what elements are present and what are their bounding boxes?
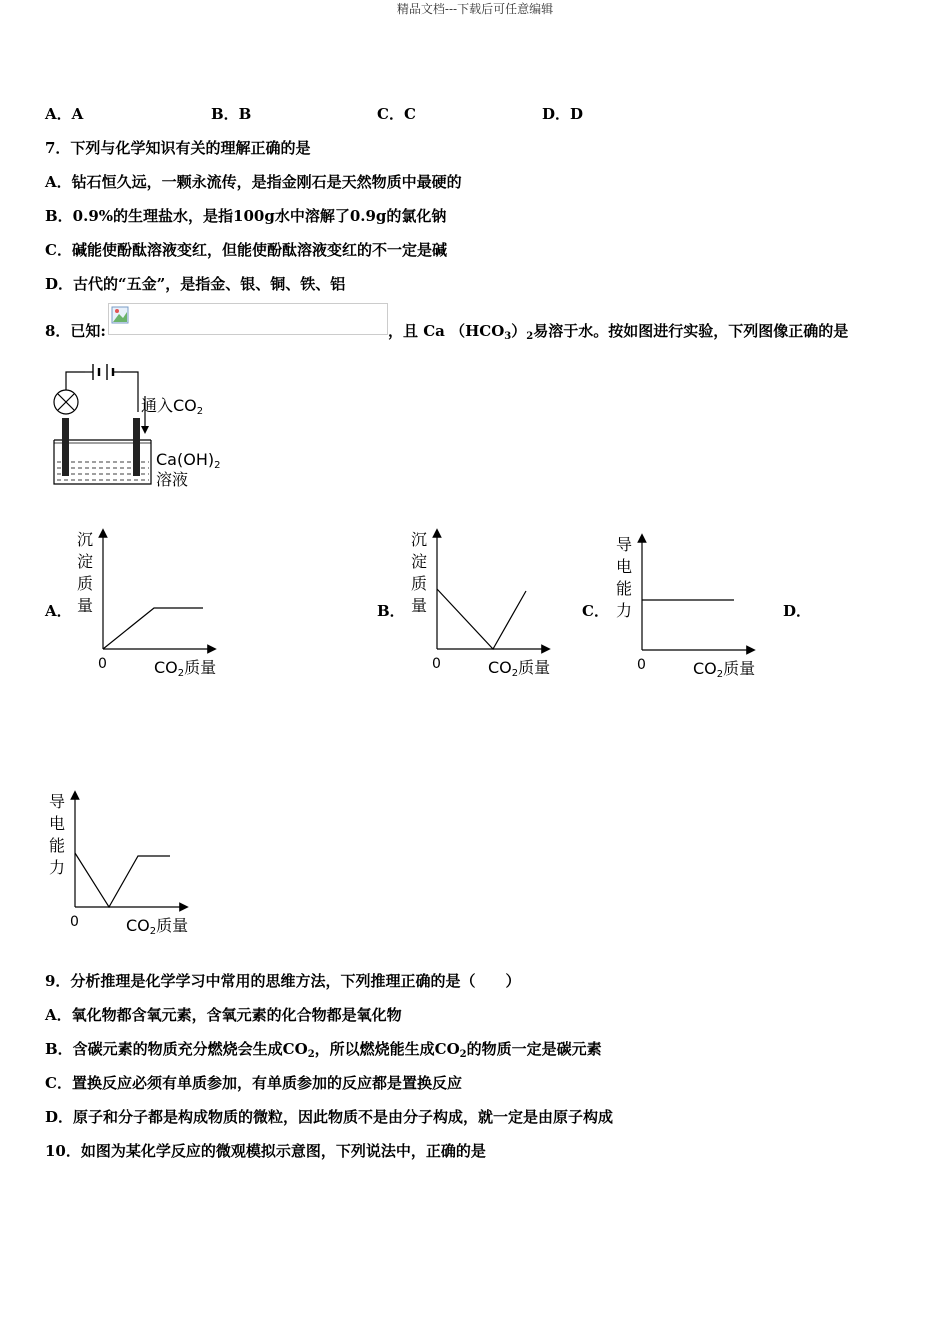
- q7-option-d: D．古代的“五金”，是指金、银、铜、铁、铝: [45, 275, 346, 293]
- x-label-sub: 2: [511, 668, 519, 679]
- gas-label-sub: 2: [196, 406, 204, 417]
- q8-missing-equation-image: [108, 303, 388, 335]
- q9-option-a: A．氧化物都含氧元素，含氧元素的化合物都是氧化物: [45, 1006, 402, 1024]
- q6-option-a: A．A: [45, 105, 84, 123]
- x-label-a: CO: [126, 916, 150, 935]
- q9-option-d: D．原子和分子都是构成物质的微粒，因此物质不是由分子构成，就一定是由原子构成: [45, 1108, 614, 1126]
- q6-option-d: D．D: [542, 105, 584, 123]
- q9-b-text-c: 的物质一定是碳元素: [466, 1040, 602, 1058]
- page-header: 精品文档---下载后可任意编辑: [396, 2, 554, 16]
- solution-label-2: 溶液: [156, 470, 189, 489]
- y-label-3: 质: [411, 574, 428, 593]
- y-label-2: 淀: [77, 552, 94, 571]
- origin-label: 0: [432, 656, 441, 672]
- y-label-1: 导: [616, 535, 633, 554]
- x-label-a: CO: [693, 659, 717, 678]
- q8-suffix-text-c: 易溶于水。按如图进行实验，下列图像正确的是: [533, 322, 849, 340]
- y-label-1: 沉: [77, 530, 94, 549]
- x-label-sub: 2: [177, 668, 185, 679]
- x-label-b: 质量: [723, 659, 756, 678]
- x-label-b: 质量: [156, 916, 189, 935]
- q8-chart-d: [40, 787, 205, 947]
- x-label-a: CO: [488, 658, 512, 677]
- q7-option-a: A．钻石恒久远，一颗永流传，是指金刚石是天然物质中最硬的: [45, 173, 462, 191]
- q8-suffix-text-a: ，且 Ca （HCO: [388, 322, 505, 340]
- curve-line: [437, 589, 526, 649]
- q6-option-b: B．B: [211, 105, 252, 123]
- q7-stem: 7．下列与化学知识有关的理解正确的是: [45, 139, 311, 157]
- q6-option-c: C．C: [377, 105, 416, 123]
- q9-b-text-b: ，所以燃烧能生成CO: [314, 1040, 460, 1058]
- q8-stem-prefix: 8．已知:: [45, 322, 106, 340]
- q8-option-b-label: B．: [377, 602, 405, 620]
- q9-b-sub-2: 2: [459, 1049, 467, 1060]
- q8-chart-b: [402, 525, 567, 685]
- svg-text:CO2质量: [154, 658, 216, 679]
- y-label-3: 能: [49, 836, 66, 855]
- svg-text:CO2质量: [693, 659, 755, 680]
- y-label-1: 沉: [411, 530, 428, 549]
- q9-b-text-a: B．含碳元素的物质充分燃烧会生成CO: [45, 1040, 308, 1058]
- q8-suffix-sub-1: 3: [504, 331, 512, 342]
- broken-image-icon: [111, 306, 129, 324]
- q8-option-d-label: D．: [783, 602, 812, 620]
- q9-option-b: [45, 1038, 602, 1060]
- q8-stem-suffix: [388, 320, 848, 342]
- x-label-a: CO: [154, 658, 178, 677]
- q8-suffix-text-b: ）: [511, 322, 527, 340]
- y-label-1: 导: [49, 792, 66, 811]
- q8-option-c-label: C．: [582, 602, 609, 620]
- x-label-b: 质量: [184, 658, 217, 677]
- svg-text:CO2质量: [126, 916, 188, 937]
- q9-option-c: C．置换反应必须有单质参加，有单质参加的反应都是置换反应: [45, 1074, 462, 1092]
- x-label-sub: 2: [149, 926, 157, 937]
- q8-suffix-sub-2: 2: [526, 331, 534, 342]
- solution-label: Ca(OH): [156, 450, 215, 469]
- q8-chart-c: [607, 530, 772, 690]
- curve-line: [103, 608, 203, 649]
- gas-label: 通入CO: [141, 396, 197, 415]
- q8-option-a-label: A．: [45, 602, 72, 620]
- q9-stem: 9．分析推理是化学学习中常用的思维方法，下列推理正确的是（ ）: [45, 972, 521, 990]
- x-label-sub: 2: [716, 669, 724, 680]
- svg-text:Ca(OH)2: [156, 450, 220, 471]
- origin-label: 0: [98, 656, 107, 672]
- svg-text:通入CO2: [141, 396, 203, 417]
- q8-chart-a: [68, 525, 233, 685]
- q7-option-c: C．碱能使酚酞溶液变红，但能使酚酞溶液变红的不一定是碱: [45, 241, 447, 259]
- q9-b-sub-1: 2: [307, 1049, 315, 1060]
- x-label-b: 质量: [518, 658, 551, 677]
- y-label-2: 电: [616, 557, 633, 576]
- y-label-4: 力: [49, 858, 66, 877]
- svg-text:CO2质量: [488, 658, 550, 679]
- y-label-3: 质: [77, 574, 94, 593]
- battery-icon: [85, 364, 121, 380]
- q10-stem: 10．如图为某化学反应的微观模拟示意图，下列说法中，正确的是: [45, 1142, 486, 1160]
- solution-label-sub: 2: [214, 460, 221, 471]
- y-label-4: 力: [616, 601, 633, 620]
- q8-apparatus-diagram: [45, 362, 235, 492]
- y-label-4: 量: [77, 596, 94, 615]
- curve-line: [75, 853, 170, 907]
- q7-option-b: B．0.9%的生理盐水，是指100g水中溶解了0.9g的氯化钠: [45, 207, 447, 225]
- light-bulb-icon: [54, 390, 78, 414]
- y-label-2: 淀: [411, 552, 428, 571]
- y-label-4: 量: [411, 596, 428, 615]
- y-label-3: 能: [616, 579, 633, 598]
- origin-label: 0: [637, 657, 646, 673]
- y-label-2: 电: [49, 814, 66, 833]
- origin-label: 0: [70, 914, 79, 930]
